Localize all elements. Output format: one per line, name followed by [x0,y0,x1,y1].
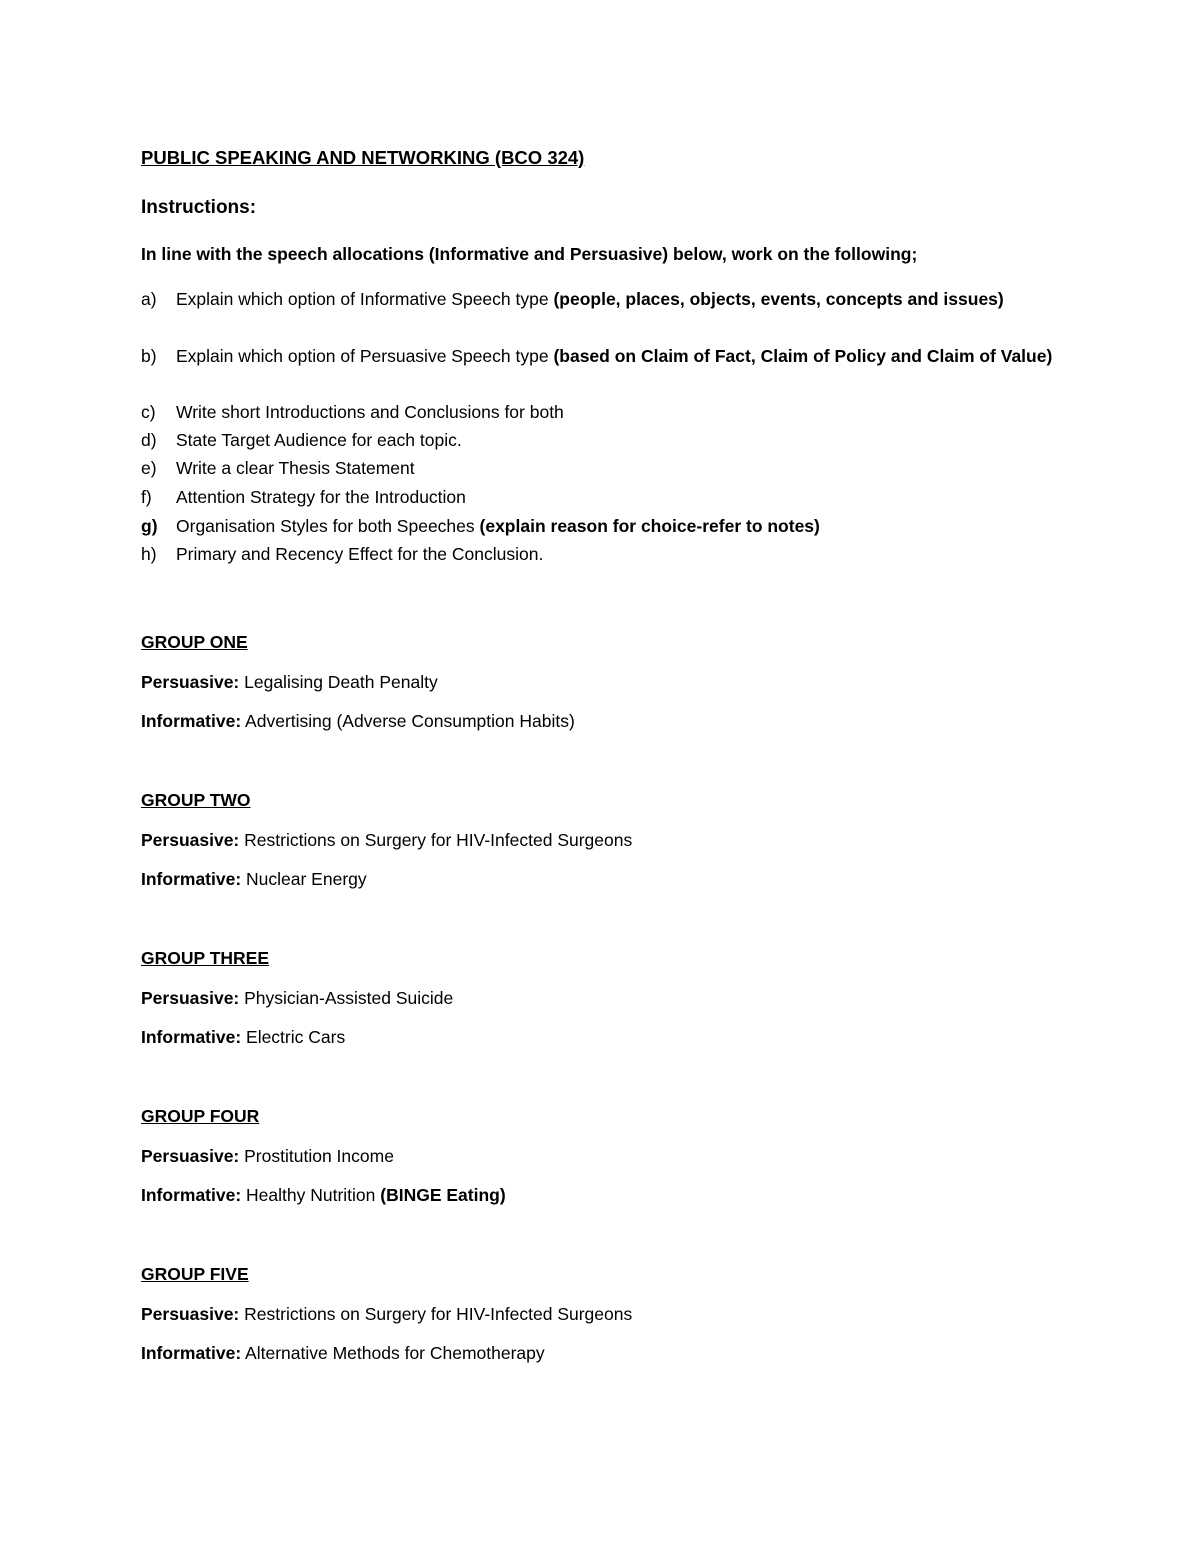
instructions-intro: In line with the speech allocations (Informative and Persuasive) below, work on the following; [141,244,918,264]
group-heading: GROUP TWO [141,790,251,810]
list-item-letter: e) [141,458,157,478]
list-item-letter: d) [141,430,157,450]
informative-topic: Informative: Nuclear Energy [141,869,367,889]
informative-topic: Informative: Alternative Methods for Chemotherapy [141,1343,545,1363]
list-item-text: Write a clear Thesis Statement [176,458,415,478]
list-item-letter: b) [141,346,157,366]
persuasive-topic: Persuasive: Restrictions on Surgery for HIV-Infected Surgeons [141,1304,633,1324]
persuasive-topic: Persuasive: Physician-Assisted Suicide [141,988,454,1008]
group-heading: GROUP THREE [141,948,270,968]
persuasive-topic: Persuasive: Prostitution Income [141,1146,394,1166]
list-item-text: Explain which option of Informative Speech type (people, places, objects, events, concepts and issues) [176,289,1004,309]
list-item-letter: c) [141,402,156,422]
list-item-text: Organisation Styles for both Speeches (explain reason for choice-refer to notes) [176,516,820,536]
persuasive-topic: Persuasive: Restrictions on Surgery for HIV-Infected Surgeons [141,830,633,850]
informative-topic: Informative: Electric Cars [141,1027,346,1047]
list-item-text: Write short Introductions and Conclusions for both [176,402,564,422]
informative-topic: Informative: Advertising (Adverse Consumption Habits) [141,711,575,731]
list-item-text: Primary and Recency Effect for the Conclusion. [176,544,544,564]
group-heading: GROUP FIVE [141,1264,249,1284]
document-title: PUBLIC SPEAKING AND NETWORKING (BCO 324) [141,147,585,168]
group-heading: GROUP ONE [141,632,248,652]
list-item-letter: g) [141,516,158,536]
informative-topic: Informative: Healthy Nutrition (BINGE Eating) [141,1185,506,1205]
instructions-heading: Instructions: [141,197,257,218]
persuasive-topic: Persuasive: Legalising Death Penalty [141,672,438,692]
list-item-letter: a) [141,289,157,309]
list-item-text: Attention Strategy for the Introduction [176,487,466,507]
list-item-letter: h) [141,544,157,564]
list-item-letter: f) [141,487,152,507]
list-item-text: Explain which option of Persuasive Speech type (based on Claim of Fact, Claim of Policy and Claim of Value) [176,346,1053,366]
list-item-text: State Target Audience for each topic. [176,430,462,450]
group-heading: GROUP FOUR [141,1106,260,1126]
